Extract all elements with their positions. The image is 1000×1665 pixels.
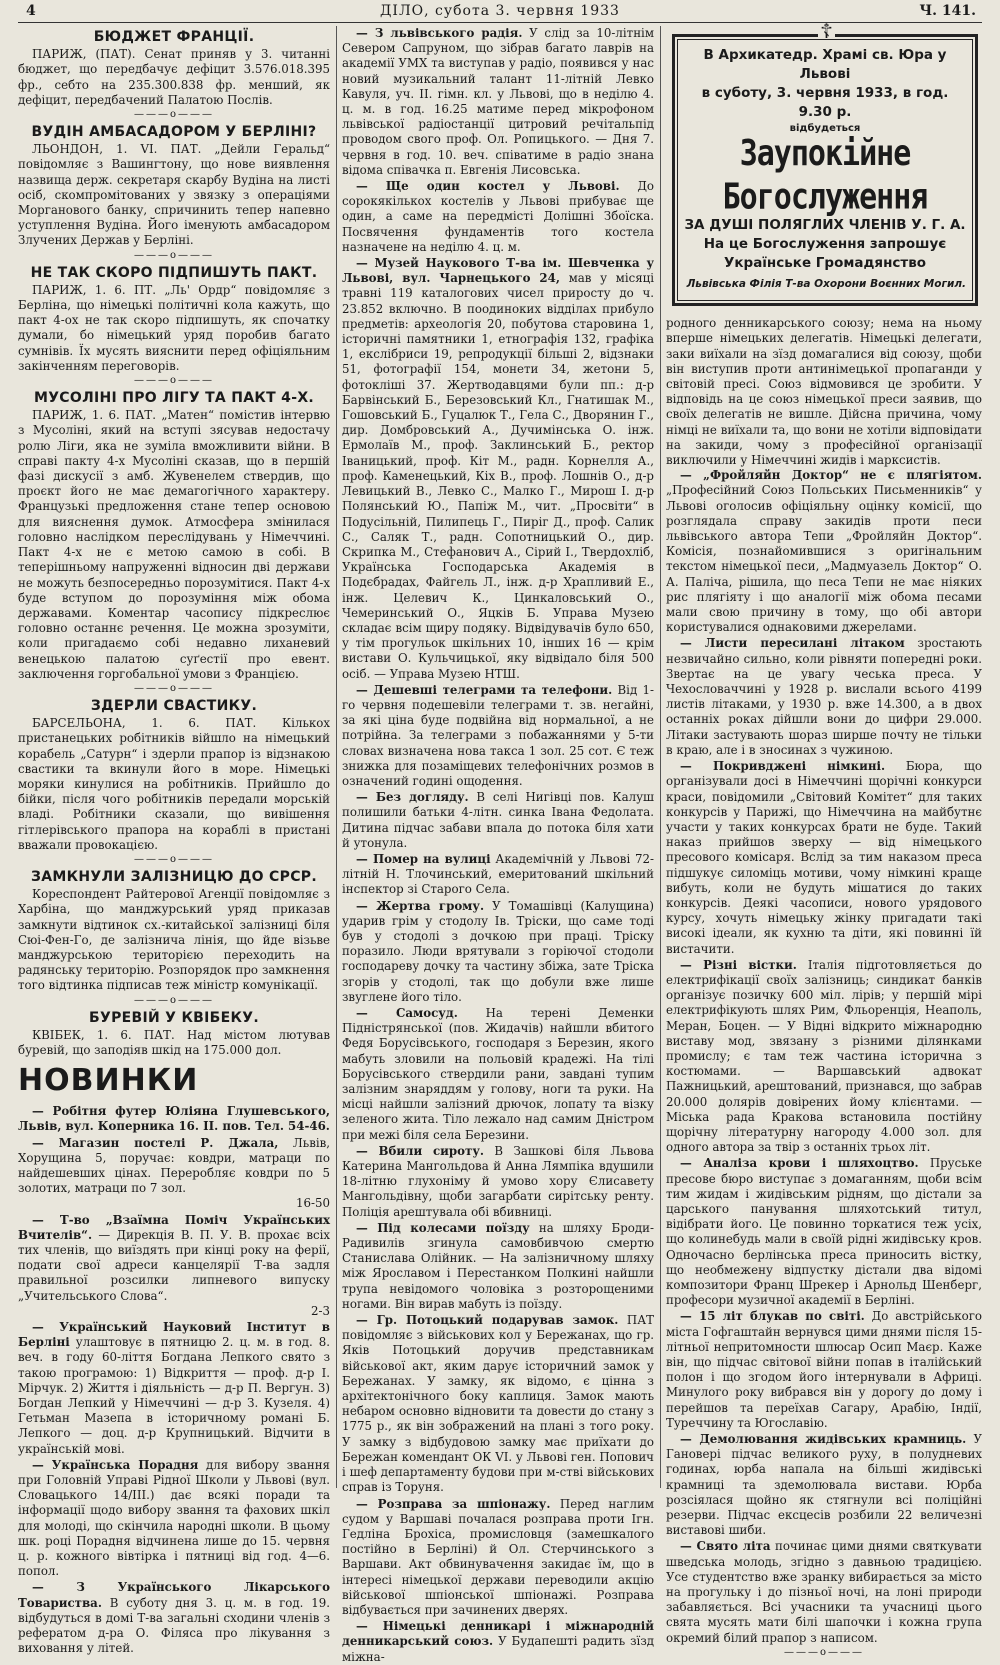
news-item-lead: — „Фройляйн Доктор“ не є плягіятом. bbox=[680, 468, 982, 483]
news-item-lead: — Без догляду. bbox=[356, 790, 469, 805]
news-item bbox=[342, 1006, 654, 1143]
news-item-lead: — Свято літа bbox=[680, 1539, 771, 1554]
news-item-lead: — Гр. Потоцький подарував замок. bbox=[356, 1313, 619, 1328]
ad-code: 2-3 bbox=[311, 1303, 330, 1318]
notice-line: ЗА ДУШІ ПОЛЯГЛИХ ЧЛЕНІВ У. Г. А. bbox=[684, 217, 966, 233]
notice-line: На це Богослуження запрошує Українське Громадянство bbox=[703, 236, 947, 271]
headline: БУРЕВІЙ У КВІБЕКУ. bbox=[89, 1009, 259, 1026]
news-item-text: Італія підготовляється до електрифікації своїх залізниць; синдикат банків організує позичку 600 міл. лірів; у першій мірі електрифікують шлях Рим, Фльоренція, Неаполь, Меран, Боцен. — У Відні відкрито міжнародню виставу мод, звязану з різними ділянками промислу; є там теж частина історична з костюмами. — Варшавський адвокат Пажницький, арештований, признався, що забрав 20.000 долярів довірених йому клієнтами. — Міська рада Кракова встановила постійну щорічну літературну нагороду 4.000 зол. для одного автора за твір з останніх трьох літ. bbox=[666, 957, 983, 1155]
news-item bbox=[666, 1432, 982, 1538]
news-item bbox=[342, 256, 654, 682]
section-title-novynky: НОВИНКИ bbox=[18, 1063, 199, 1099]
separator: ———o——— bbox=[133, 853, 215, 865]
news-item-text: До австрійського міста Гофгаштайн вернувся цими днями після 15-літньої непритомности шлюсар Осип Маєр. Каже він, що підчас світової війни попав в італійський полон і що згодом його інтернували в Африці. Минулого року вибрався він у дорогу до дому і перейшов та переїхав Сагару, Арабію, Індії, Туреччину та Югославію. bbox=[666, 1309, 983, 1430]
separator: ———o——— bbox=[133, 375, 215, 387]
news-item bbox=[666, 468, 982, 635]
headline: БЮДЖЕТ ФРАНЦІЇ. bbox=[93, 29, 255, 45]
news-item bbox=[666, 636, 982, 758]
news-item-text: Бюра, що організували досі в Німеччині щорічні конкурси краси, повідомили „Світовий Комітет“ для таких конкурсів у Парижі, що Німеччина на майбутнє участи у таких конкурсах брати не буде. Такий наказ прийшов зверху — від німецького пресового комісаря. Вслід за тим наказом преса підшукує силоміць мотиви, чому німкині краще вибуть, коли не будуть мішатися до таких конкурсів. Деякі часописи, нового урядового курсу, хочуть німецьку жінку пригадати такі високі ідеали, як кухню та діти, які повинні їй вистачити. bbox=[666, 759, 982, 956]
news-item-lead: — Різні вістки. bbox=[680, 957, 797, 972]
news-item-text: на шляху Броди-Радивилів згинула самовбивчою смертю Станислава Олійник. — На залізничному шляху між Ярославом і Перестанком Полкині найшли трупа невідомого чоловіка з розторощеними ногами. Він вирав мабуть із поїзду. bbox=[342, 1220, 654, 1311]
news-item bbox=[666, 958, 982, 1156]
news-item-text: Львів, Хорущина 5, поручає: ковдри, матраци по найдешевших цінах. Переробляє ковдри по 5 золотих, матраци по 7 зол. bbox=[18, 1135, 330, 1196]
news-item-lead: — Магазин постелі Р. Джала, bbox=[32, 1135, 279, 1150]
news-item-lead: — Листи пересилані літаком bbox=[680, 636, 905, 651]
news-item bbox=[342, 1313, 654, 1495]
news-item-text: улаштовує в пятницю 2. ц. м. в год. 8. веч. в году 60-ліття Богдана Лепкого свято з такою програмою: 1) Відкриття — проф. д-р І. Мірчук. 2) Життя і діяльність — д-р П. Вергун. 3) Богдан Лепкий у Німеччині — д-р З. Кузеля. 4) Гетьман Мазепа в історичному романі Б. Лепкого — доц. д-р Крупницький. Відчити в українській мові. bbox=[18, 1335, 330, 1456]
separator: ———o——— bbox=[783, 1646, 865, 1658]
news-item-text: — Дирекція В. П. У. В. прохає всіх тих членів, що виїздять при кінці року на ферії, подати свої адреси канцелярії Т-ва задля правильної розсилки липневого випуску „Учительського Слова“. bbox=[18, 1227, 331, 1303]
headline: ЗДЕРЛИ СВАСТИКУ. bbox=[90, 697, 258, 714]
news-item-lead: — Жертва грому. bbox=[356, 898, 485, 913]
news-item-lead: — Український Науковий Інститут в Берліні bbox=[18, 1320, 330, 1350]
news-item-lead: — Аналіза крови і шляхоцтво. bbox=[680, 1156, 919, 1171]
news-item bbox=[666, 1309, 982, 1431]
news-item bbox=[342, 1497, 654, 1619]
news-item-text: У Будапешті радить зїзд міжна- bbox=[342, 1634, 655, 1664]
news-item-text: У Гановері підчас великого руху, в полудневих годинах, юрба напала на більші жидівські крамниці та здемолювала вистави. Юрба розсіялася щойно як стягнули всі поліційні резерви. Підчас ексцесів розбили 22 величезні виставові шиби. bbox=[666, 1432, 982, 1538]
news-item-lead: — З львівського радія. bbox=[356, 26, 523, 40]
news-item bbox=[342, 790, 654, 851]
news-item bbox=[342, 852, 654, 898]
notice-line: В Архикатедр. Храмі св. Юра у Львові bbox=[703, 47, 947, 82]
news-item bbox=[666, 1156, 982, 1308]
separator: ———o——— bbox=[133, 109, 215, 121]
notice-line: відбудеться bbox=[789, 123, 861, 134]
separator: ———o——— bbox=[133, 249, 215, 261]
news-item-lead: — Дешевші телеграми та телефони. bbox=[356, 682, 613, 697]
news-item-text: У слід за 10-літнім Севером Сапруном, що зібрав багато лаврів на академії УМХ та виступав у радіо, появився у нас новий музикальний талант 11-літній Левко Кавуля, уч. ІІ. гімн. кл. у Львові, що в неділю 4. ц. м. в год. 16.25 матиме перед мікрофоном львівської радіостанції цитровий речітальпід проводом свого проф. Ол. Ропицького. — Дня 7. червня в год. 10. веч. співатиме в радіо знана відома співачка п. Евгенія Лисовська. bbox=[342, 26, 655, 177]
news-item-text: починає цими днями святкувати шведська молодь, згідно з давньою традицією. Усе студентство вже зранку вибирається за місто на прогульку і до пізньої ночі, на лоні природи забавляється. Всі учасники та учасниці цього свята мусять мати білі шапочки і кожна група окремий білий прапор з написом. bbox=[666, 1539, 982, 1645]
news-item-text: „Професійний Союз Польських Письменників“ у Львові оголосив офіціяльну оцінку комісії, що розглядала справу закидів проти песи львівського автора Тепи „Фройляйн Доктор“. Комісія, познайомившися з оригінальним текстом німецької песи, „Мадмуазель Доктор“ О. А. Паліча, рішила, що песа Тепи не має ніяких рис плягіяту і що аналогії між обома песами мали свою причину в тому, що обі автори користувалися однаковими джерелами. bbox=[666, 483, 982, 635]
news-item-lead: — Демолювання жидівських крамниць. bbox=[680, 1432, 967, 1447]
news-item bbox=[342, 179, 654, 255]
news-item bbox=[342, 899, 654, 1005]
article-text: ПАРИЖ, 1. 6. ПАТ. „Матен“ помістив інтервю з Мусоліні, який на вступі зясував недостачу ролю Ліги, яка не зуміла вможливити війни. В справі пакту 4-х Мусоліні сказав, що в першій фазі дискусії з амб. Жувенелем ствердив, що проєкт його не має демагогічного характеру. Французькі предложення стане тепер основою для вияснення думок. Атмосфера змінилася головно наслідком переслідувань у Німеччині. Пакт 4-х не є метою самою в собі. В теперішньому напруженні відносин дві держави не можуть безпосередньо порозумітися. Пакт 4-х буде вступом до порозуміння між обома державами. Коментар часопису підкреслює головно останнє речення. Це можна зрозуміти, коли пригадаємо собі недавно лиханевий венецькою палатою суґестії про евент. заключення горгобальної умови з Францією. bbox=[18, 408, 330, 681]
news-item bbox=[18, 1458, 330, 1580]
news-item bbox=[342, 1619, 654, 1665]
issue-number: Ч. 141. bbox=[919, 3, 976, 19]
article-text: ЛЬОНДОН, 1. VI. ПАТ. „Дейли Геральд“ повідомляє з Вашингтону, що нове виявлення назвища держ. секретаря скарбу Вудіна на листі осіб, скомпромітованих у звязку з операціями Морганового банку, спричинить тепер напевно уступлення Вудіна. Його іменують амбасадором Злучених Держав у Берліні. bbox=[18, 142, 330, 248]
separator: ———o——— bbox=[133, 682, 215, 694]
memorial-notice bbox=[672, 19, 978, 306]
article-text: ПАРИЖ, (ПАТ). Сенат приняв у 3. читанні бюджет, що передбачує дефіцит 3.576.018.395 фр., себто на 235.300.838 фр. менший, як дефіцит, передбачений Палатою Послів. bbox=[18, 47, 330, 107]
cross-icon: ☦ bbox=[820, 19, 833, 43]
news-item bbox=[342, 26, 654, 178]
article-text: БАРСЕЛЬОНА, 1. 6. ПАТ. Кількох пристанецьких робітників війшло на німецький корабель „Сатурн“ і здерли прапор із відзнакою свастики та вкинули його в море. Німецькі моряки кинулися на робітників. Прийшло до бійки, після чого робітників передали морській владі. Робітники сказали, що вивішення гітлерівського прапора на кораблі в пристані вважали провокацією. bbox=[18, 716, 330, 852]
news-item-text: зростають незвичайно сильно, коли рівняти попередні роки. Звертає на це увагу чеська преса. У Чехословаччині у 1928 р. вислали всього 4199 листів літаками, у 1930 р. вже 14.300, а в двох останніх роках дійшли вони до цифри 29.000. Літаки застувають шораз ширше почту не тільки в краю, але і в зносинах з чужиною. bbox=[666, 636, 982, 757]
news-item-bold: — Робітня футер Юліяна Глушевського, Львів, вул. Коперника 16. II. пов. Тел. 54-46. bbox=[18, 1104, 330, 1134]
news-item bbox=[18, 1136, 330, 1212]
page-number: 4 bbox=[26, 3, 36, 19]
column-1 bbox=[18, 26, 331, 1656]
headline: ЗАМКНУЛИ ЗАЛІЗНИЦЮ ДО СРСР. bbox=[31, 868, 317, 885]
column-rule bbox=[336, 26, 337, 1488]
column-3 bbox=[666, 19, 983, 1658]
news-item-lead: — 15 літ блукав по світі. bbox=[680, 1309, 865, 1324]
notice-signature: Львівська Філія Т-ва Охорони Воєнних Могил. bbox=[686, 278, 966, 290]
news-item bbox=[666, 1539, 982, 1645]
news-item-lead: — Покривджені німкині. bbox=[680, 759, 886, 774]
article-text: КВІБЕК, 1. 6. ПАТ. Над містом лютував буревій, що заподіяв шкід на 175.000 дол. bbox=[18, 1027, 330, 1057]
news-item-text: для вибору звання при Головній Управі Рідної Школи у Львові (вул. Словацького 14/ІІІ.) дає всякі поради та інформації щодо вибору звання та фахових шкіл для молоді, що скінчила народні школи. В цьому шк. році Порадня відчинена лише до 15. червня ц. р. кожного вівтірка і пятниці від год. 4—6. попол. bbox=[18, 1457, 330, 1579]
news-item-lead: — Німецькі денникарі і міжнародній денникарський союз. bbox=[342, 1619, 654, 1649]
news-item-lead: — З Українського Лікарського Товариства. bbox=[18, 1580, 330, 1610]
news-item-text: До сорокякількох костелів у Львові прибуває ще один, а саме на передмісті Долішні Збоїска. Посвячення фундаментів того костела назначене на неділю 4. ц. м. bbox=[342, 179, 655, 254]
column-2 bbox=[342, 26, 655, 1664]
headline: НЕ ТАК СКОРО ПІДПИШУТЬ ПАКТ. bbox=[30, 264, 318, 281]
news-item bbox=[342, 1144, 654, 1220]
news-item bbox=[666, 759, 982, 957]
masthead-title: ДІЛО, субота 3. червня 1933 bbox=[380, 3, 620, 19]
news-item-lead: — Музей Наукового Т-ва ім. Шевченка у Львові, вул. Чарнецького 24, bbox=[342, 256, 654, 286]
news-item-text: ПАТ повідомляє з військових кол у Бережанах, що гр. Яків Потоцький доручив представникам військової акт, яким дарує історичний замок у Бережанах. У замку, як відомо, є цінна з архітектонічного боку каплиця. Замок мають небаром основно відновити та довести до стану з 1775 р., як він зображений на плані з того року. У замку з відбудовою замку має приїхати до Бережан комендант ОК VI. у Львові ген. Попович і шеф департаменту будови при м-стві військових справ із Торуня. bbox=[342, 1313, 654, 1495]
article-text: родного денникарського союзу; нема на ньому вперше німецьких делегатів. Німецькі делегати, заки виїхали на зїзд домагалися від союзу, щоби він виступив проти антинімецької пропаганди у світовій пресі. Союз відмовився це зробити. У відповідь на це союз німецької преси заявив, що своїх делегатів не вишле. Дійсна причина, чому німці не виїхали та, що вони не хотіли відповідати на закиди, чому з професійної організації виключили у Німеччині жидів і марксистів. bbox=[666, 316, 982, 468]
headline: МУСОЛІНІ ПРО ЛІГУ ТА ПАКТ 4-Х. bbox=[33, 390, 315, 407]
news-item-text: Академічній у Львові 72-літній Н. Тлочинський, емеритований шкільний інспектор зі Старого Села. bbox=[342, 851, 655, 897]
news-item-text: Перед наглим судом у Варшаві почалася розправа проти Ігн. Гедліна Брохіса, промисловця (замешкалого постійно в Берліні) й Ол. Стерчинського з Варшави. Акт обвинувачення закидає їм, що в інтересі німецької держави переводили акцію військової шпіонської шпіонажі. Розправа відбувається при зачинених дверях. bbox=[342, 1496, 655, 1617]
memorial-notice-frame bbox=[677, 19, 973, 301]
news-item-lead: — Т-во „Взаїмна Поміч Українських Вчителів“. bbox=[18, 1212, 330, 1242]
news-item-lead: — Під колесами поїзду bbox=[356, 1220, 530, 1235]
news-item-text: В суботу дня 3. ц. м. в год. 19. відбудуться в домі Т-ва загальні сходини членів з рефератом д-ра О. Філяса про лікування з виховання у літей. bbox=[18, 1595, 330, 1656]
news-item-lead: — Помер на вулиці bbox=[356, 851, 491, 866]
news-item-text: В селі Нигівці пов. Калуш полишили батьки 4-літн. синка Івана Федолата. Дитина підчас забави впала до потока біля хати й утонула. bbox=[342, 790, 654, 850]
news-item bbox=[342, 683, 654, 789]
news-item-text: В Зашкові біля Львова Катерина Мангольдова й Анна Лямпіка вдушили 18-літню глухоніму й умово хору Єлисавету Мангольдівну, щоби загарбати сирітську ренту. Поліція арештувала обі вбивниці. bbox=[342, 1143, 655, 1219]
headline: ВУДІН АМБАСАДОРОМ У БЕРЛІНІ? bbox=[31, 124, 317, 141]
news-item-lead: — Українська Порадня bbox=[32, 1457, 199, 1472]
news-item-lead: — Розправа за шпіонажу. bbox=[356, 1496, 551, 1511]
news-item bbox=[18, 1320, 330, 1457]
notice-title: Заупокійне Богослуження bbox=[722, 132, 928, 218]
notice-line: в суботу, 3. червня 1933, в год. 9.30 р. bbox=[701, 85, 949, 120]
news-item-text: Пруське пресове бюро виступає з домаганням, щоби всім тим жидам і жидівським рідням, що дістали за царського панування шляхотський титул, відібрати його. Це повинно торкатися теж усіх, що колинебудь мали в своїй рідні жидівську кров. Одночасно берлінська преса приносить вістку, що необмежену відпустку дістали два відомі композитори Франц Шрекер і Арнольд Шенберг, професори музичної академії в Берліні. bbox=[666, 1156, 982, 1308]
ad-code: 16-50 bbox=[295, 1196, 330, 1211]
column-rule bbox=[660, 26, 661, 1488]
news-item-text: У Томашівці (Калущина) ударив грім у стодолу Ів. Тріски, що саме тоді був у стодолі з дочкою при праці. Тріску поразило. Люди врятували з горіючої стодоли господареву дочку та частину збіжа, зате Тріска згорів у стодолі, так що добули вже лише звуглене його тіло. bbox=[342, 898, 654, 1004]
news-item-lead: — Ще один костел у Львові. bbox=[356, 179, 620, 194]
news-item-lead: — Самосуд. bbox=[356, 1006, 458, 1020]
news-item-text: мав у місяці травні 119 каталогових чисел приросту до ч. 23.852 включно. В поодиноких відділах прибуло предметів: археологія 20, побутова старовина 1, історичні памятники 1, етнографія 132, графіка 1, екслібриси 19, репродукції більші 2, відзнаки 51, фотографії 154, монети 34, жетони 5, фотокліші 37. Жертводавцями були пп.: д-р Барвінський Б., Березовський Кл., Гнатишак М., Гошовський Б., Гуцалюк Т., Гела С., Дворянин Г., дир. Домбровський А., Дучимінська О. інж. Ермолаїв М., проф. Заклинський Б., ректор Іваницький, проф. Кіт М., радн. Корнелля А., проф. Каменецький, Кіх В., проф. Лошнів О., д-р Левицький В., Левко С., Малко Г., Мирош І. д-р Полянський Ю., Папіж М., чит. „Просвіти“ в Подусільній, Пилипець Г., Пиріг Д., проф. Салик С., Саляк Т., радн. Сопотницький О., дир. Скрипка М., Стефанович А., Сірий І., Твердохліб, Українська Господарська Академія в Подєбрадах, Файгель Л., інж. д-р Храпливий Е., інж. Целевич К., Цинкаловський О., Чемеринський О., Яцків Б. Управа Музею складає всім щиру подяку. Відвідувачів було 650, у тім прогульок шкільних 10, інших 16 — крім вистави О. Кульчицької, яку відвідало біля 500 осіб. — Управа Музею НТШ. bbox=[342, 271, 654, 681]
news-item-text: На терені Деменки Підністрянської (пов. Жидачів) найшли вбитого Федя Борусівського, господаря з Березин, якого мабуть зловили на польовій крадежі. На тілі Борусівського ствердили рани, завдані тупим залізним знаряддям у голову, ноги та руки. На місці найшли залізний дрючок, лопату та візку зеленого жита. Тіло лежало над самим Дністром при межі біля села Березини. bbox=[342, 1006, 654, 1142]
news-item-text: Від 1-го червня подешевіли телеграми т. зв. негайні, за які ціна буде подвійна від нормальної, а не потрійна. За телеграми з побажаннями у 5-ти словах визначена нова такса 1 зол. 25 сот. Є теж знижка для позаміщевих телефонічних розмов в означений годині ощодення. bbox=[342, 682, 654, 788]
article-text: ПАРИЖ, 1. 6. ПТ. „Ль' Ордр“ повідомляє з Берліна, що німецькі політичні кола кажуть, що пакт 4-ох не так скоро підпишуть, як спочатку думали, бо німецький уряд поробив багато сумнівів. Їх мусять вияснити перед офіціяльним закінченням переговорів. bbox=[18, 282, 330, 373]
news-item bbox=[18, 1580, 330, 1656]
news-item bbox=[18, 1213, 330, 1319]
masthead bbox=[18, 0, 982, 23]
article-text: Кореспондент Райтерової Агенції повідомляє з Харбіна, що манджурський уряд приказав замкнути відтинок сх.-китайської залізниці біля Сюі-Фен-Го, де залізнича лінія, що йде візьве манджурською територією переходить на радянську територію. Розпорядок про замкнення того відтинка підписав теж міністр комунікації. bbox=[18, 887, 330, 993]
news-item-lead: — Вбили сироту. bbox=[356, 1143, 484, 1158]
news-item bbox=[342, 1221, 654, 1312]
separator: ———o——— bbox=[133, 994, 215, 1006]
